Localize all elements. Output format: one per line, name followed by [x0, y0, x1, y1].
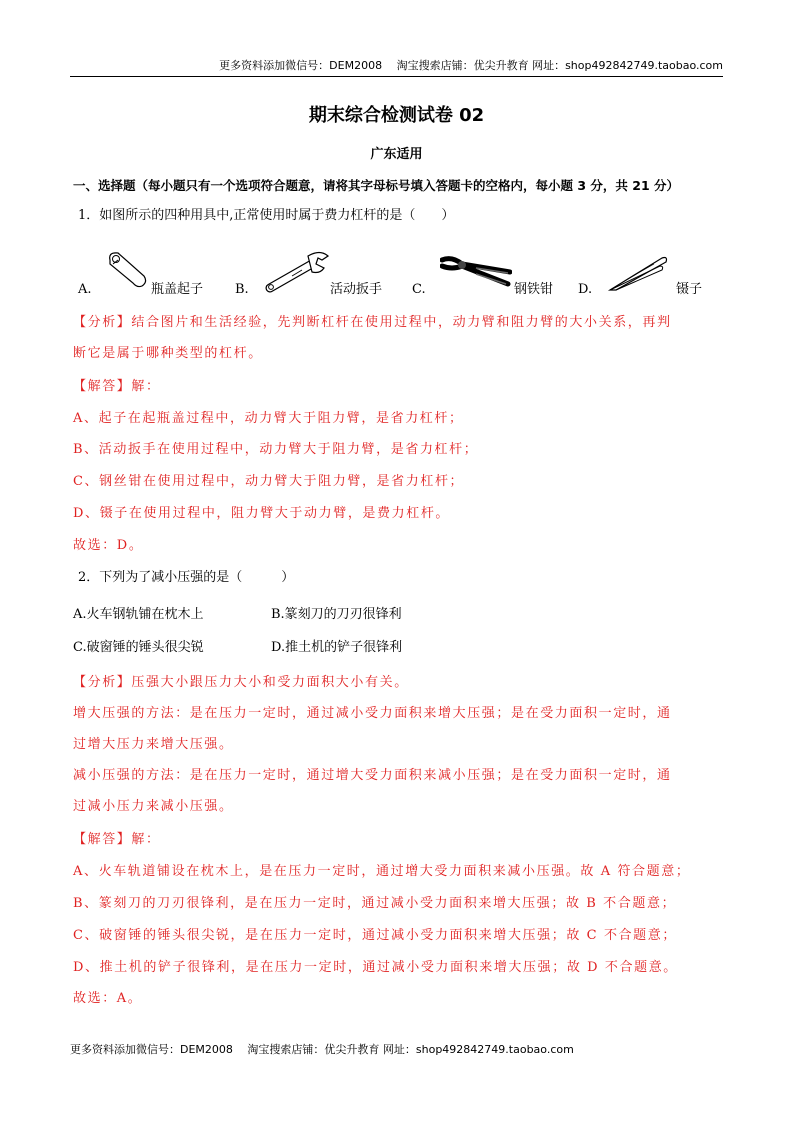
- q2-analysis-line: 过增大压力来增大压强。: [73, 737, 234, 752]
- q1-answer-heading: 【解答】解：: [73, 379, 161, 394]
- q1-answer-line: A、起子在起瓶盖过程中，动力臂大于阻力臂，是省力杠杆；: [73, 411, 464, 426]
- q2-option-d: D.推土机的铲子很锋利: [271, 640, 403, 655]
- q2-analysis-line: 【分析】压强大小跟压力大小和受力面积大小有关。: [73, 675, 409, 690]
- q1-answer-choice: 故选：D。: [73, 538, 144, 553]
- page-header: 更多资料添加微信号：DEM2008 淘宝搜索店铺：优尖升教育 网址：shop492842749.taobao.com: [219, 59, 723, 72]
- q2-answer-line: A、火车轨道铺设在枕木上，是在压力一定时，通过增大受力面积来减小压强。故 A 符合题意；: [73, 864, 691, 879]
- q1-option-b-letter: B.: [235, 282, 249, 297]
- q2-option-b: B.篆刻刀的刀刃很锋利: [271, 607, 402, 622]
- q2-analysis-line: 减小压强的方法：是在压力一定时，通过增大受力面积来减小压强；是在受力面积一定时，通: [73, 768, 672, 783]
- q2-option-a: A.火车钢轨铺在枕木上: [73, 607, 204, 622]
- q1-option-c-label: 钢铁钳: [514, 282, 554, 297]
- page-title: 期末综合检测试卷 02: [308, 105, 485, 126]
- bottle-opener-icon: [104, 250, 150, 294]
- header-divider: [70, 76, 723, 77]
- q1-answer-line: D、镊子在使用过程中，阻力臂大于动力臂，是费力杠杆。: [73, 506, 451, 521]
- q1-analysis-line: 【分析】结合图片和生活经验，先判断杠杆在使用过程中，动力臂和阻力臂的大小关系，再判: [73, 315, 672, 330]
- q1-option-a-label: 瓶盖起子: [151, 282, 204, 297]
- q1-option-d-label: 镊子: [676, 282, 703, 297]
- q1-option-d-letter: D.: [578, 282, 593, 297]
- q2-answer-choice: 故选：A。: [73, 991, 143, 1006]
- q2-answer-line: D、推土机的铲子很锋利，是在压力一定时，通过减小受力面积来增大压强；故 D 不合题意。: [73, 960, 678, 975]
- question-2-stem: 2．下列为了减小压强的是（ ）: [78, 570, 295, 585]
- section-heading: 一、选择题（每小题只有一个选项符合题意，请将其字母标号填入答题卡的空格内，每小题 3 分，共 21 分）: [73, 178, 680, 193]
- q1-answer-line: C、钢丝钳在使用过程中，动力臂大于阻力臂，是省力杠杆；: [73, 474, 465, 489]
- page-footer: 更多资料添加微信号：DEM2008 淘宝搜索店铺：优尖升教育 网址：shop492842749.taobao.com: [70, 1043, 574, 1056]
- q1-option-b-label: 活动扳手: [330, 282, 383, 297]
- question-1-stem: 1．如图所示的四种用具中,正常使用时属于费力杠杆的是（ ）: [78, 208, 455, 223]
- page-subtitle: 广东适用: [370, 147, 423, 162]
- pliers-icon: [440, 252, 512, 296]
- q2-analysis-line: 增大压强的方法：是在压力一定时，通过减小受力面积来增大压强；是在受力面积一定时，通: [73, 706, 672, 721]
- q2-answer-line: B、篆刻刀的刀刃很锋利，是在压力一定时，通过减小受力面积来增大压强；故 B 不合题意；: [73, 896, 677, 911]
- q2-option-c: C.破窗锤的锤头很尖锐: [73, 640, 204, 655]
- q1-analysis-line: 断它是属于哪种类型的杠杆。: [73, 346, 263, 361]
- q2-answer-line: C、破窗锤的锤头很尖锐，是在压力一定时，通过减小受力面积来增大压强；故 C 不合题意；: [73, 928, 677, 943]
- q2-analysis-line: 过减小压力来减小压强。: [73, 799, 234, 814]
- q2-answer-heading: 【解答】解：: [73, 832, 161, 847]
- wrench-icon: [262, 250, 334, 298]
- q1-option-c-letter: C.: [412, 282, 426, 297]
- q1-option-a-letter: A.: [78, 282, 92, 297]
- tweezers-icon: [606, 252, 670, 296]
- q1-answer-line: B、活动扳手在使用过程中，动力臂大于阻力臂，是省力杠杆；: [73, 442, 479, 457]
